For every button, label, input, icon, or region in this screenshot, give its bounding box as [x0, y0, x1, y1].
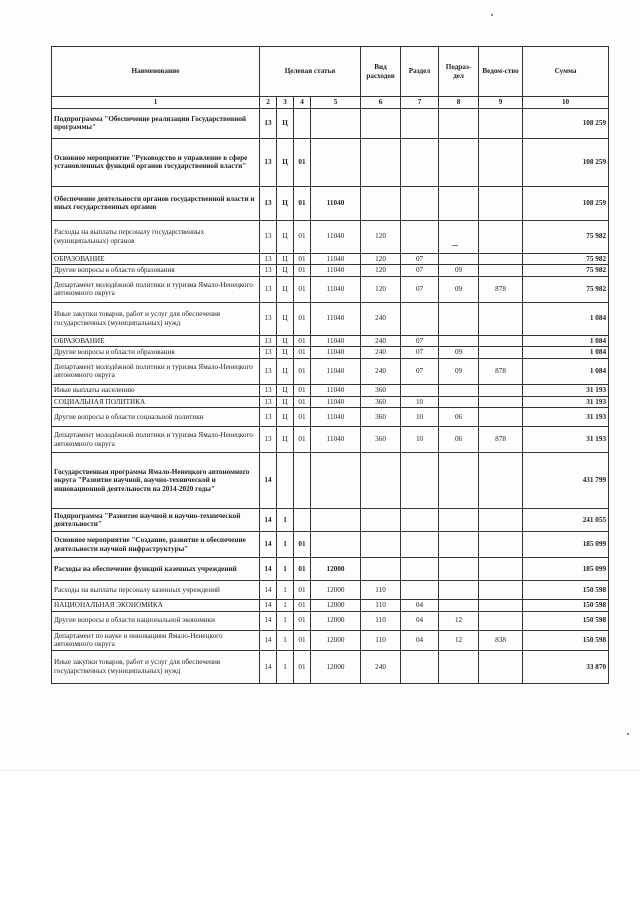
cell-name: Другие вопросы в области национальной экономики: [52, 611, 260, 630]
cell-razdel: 10: [401, 427, 439, 453]
cell-c3: Ц: [277, 253, 294, 265]
cell-c5: 11040: [311, 396, 361, 408]
cell-sum: 108 259: [523, 186, 609, 220]
cell-c5: [311, 138, 361, 186]
cell-c2: 13: [260, 384, 277, 396]
cell-vid: 240: [361, 335, 401, 347]
cell-c3: 1: [277, 650, 294, 683]
cell-c4: [294, 108, 311, 138]
table-row: [52, 186, 609, 220]
cell-c5: 11040: [311, 347, 361, 359]
cell-name: Департамент молодёжной политики и туризма Ямало-Ненецкого автономного округа: [52, 427, 260, 453]
table-header-row: [52, 47, 609, 97]
cell-podrazdel: [439, 335, 479, 347]
cell-podrazdel: [439, 453, 479, 509]
cell-c2: 14: [260, 558, 277, 581]
cell-c5: 11040: [311, 186, 361, 220]
cell-podrazdel: [439, 384, 479, 396]
column-number: 9: [479, 97, 523, 109]
cell-c2: 14: [260, 532, 277, 558]
cell-ved: [479, 138, 523, 186]
cell-sum: 75 982: [523, 253, 609, 265]
cell-razdel: 04: [401, 611, 439, 630]
cell-podrazdel: [439, 253, 479, 265]
table-row: [52, 347, 609, 359]
table-row: [52, 408, 609, 427]
cell-c3: Ц: [277, 427, 294, 453]
cell-c4: 01: [294, 347, 311, 359]
cell-c5: 11040: [311, 302, 361, 335]
cell-ved: [479, 650, 523, 683]
cell-name: Департамент молодёжной политики и туризма Ямало-Ненецкого автономного округа: [52, 276, 260, 302]
cell-ved: 878: [479, 276, 523, 302]
column-number: 10: [523, 97, 609, 109]
cell-name: СОЦИАЛЬНАЯ ПОЛИТИКА: [52, 396, 260, 408]
cell-ved: [479, 265, 523, 277]
scan-speck: [491, 14, 493, 16]
cell-podrazdel: [439, 302, 479, 335]
cell-ved: 838: [479, 630, 523, 650]
cell-sum: 150 598: [523, 611, 609, 630]
cell-name: Государственная программа Ямало-Ненецкого автономного округа "Развитие научной, научно-технической и инновационной деятельности на 2014-2020 годы": [52, 453, 260, 509]
cell-ved: [479, 384, 523, 396]
cell-c2: 13: [260, 347, 277, 359]
cell-sum: 108 259: [523, 138, 609, 186]
cell-c5: 12000: [311, 611, 361, 630]
cell-c3: Ц: [277, 276, 294, 302]
cell-vid: [361, 453, 401, 509]
table-row: [52, 532, 609, 558]
cell-c4: 01: [294, 186, 311, 220]
cell-ved: [479, 453, 523, 509]
cell-vid: 240: [361, 347, 401, 359]
cell-c5: 12000: [311, 600, 361, 612]
cell-vid: 120: [361, 220, 401, 253]
cell-c3: 1: [277, 611, 294, 630]
cell-c4: 01: [294, 384, 311, 396]
cell-c2: 13: [260, 220, 277, 253]
cell-ved: [479, 302, 523, 335]
table-row: [52, 453, 609, 509]
cell-name: ОБРАЗОВАНИЕ: [52, 253, 260, 265]
cell-ved: [479, 581, 523, 600]
cell-c4: [294, 509, 311, 532]
cell-name: Департамент молодёжной политики и туризма Ямало-Ненецкого автономного округа: [52, 358, 260, 384]
table-body: [52, 108, 609, 683]
cell-c5: 11040: [311, 276, 361, 302]
cell-razdel: [401, 532, 439, 558]
cell-vid: 240: [361, 650, 401, 683]
col-header-target: Целевая статья: [260, 47, 361, 97]
cell-podrazdel: [439, 186, 479, 220]
cell-razdel: [401, 302, 439, 335]
cell-podrazdel: 09: [439, 347, 479, 359]
table-row: [52, 138, 609, 186]
column-number: 6: [361, 97, 401, 109]
cell-razdel: [401, 186, 439, 220]
cell-razdel: 07: [401, 276, 439, 302]
cell-c2: 14: [260, 600, 277, 612]
cell-c3: Ц: [277, 396, 294, 408]
cell-razdel: 04: [401, 600, 439, 612]
cell-c5: 11040: [311, 253, 361, 265]
cell-sum: 108 259: [523, 108, 609, 138]
cell-c5: 12000: [311, 650, 361, 683]
cell-c2: 13: [260, 253, 277, 265]
cell-razdel: [401, 509, 439, 532]
cell-razdel: 10: [401, 396, 439, 408]
cell-vid: [361, 186, 401, 220]
cell-c2: 13: [260, 358, 277, 384]
cell-sum: 31 193: [523, 427, 609, 453]
cell-sum: 150 598: [523, 630, 609, 650]
cell-c2: 13: [260, 335, 277, 347]
cell-c4: 01: [294, 581, 311, 600]
cell-c4: 01: [294, 558, 311, 581]
cell-sum: 150 598: [523, 581, 609, 600]
cell-razdel: [401, 108, 439, 138]
cell-c4: 01: [294, 358, 311, 384]
cell-c4: 01: [294, 532, 311, 558]
budget-table: [51, 46, 609, 684]
cell-vid: 240: [361, 358, 401, 384]
cell-c4: 01: [294, 611, 311, 630]
cell-vid: 240: [361, 302, 401, 335]
cell-c4: 01: [294, 335, 311, 347]
table-row: [52, 335, 609, 347]
col-header-name: Наименование: [52, 47, 260, 97]
cell-c2: 13: [260, 408, 277, 427]
cell-c3: 1: [277, 558, 294, 581]
cell-name: Другие вопросы в области образования: [52, 265, 260, 277]
cell-vid: [361, 532, 401, 558]
cell-sum: 185 099: [523, 558, 609, 581]
cell-sum: 1 084: [523, 335, 609, 347]
cell-name: Иные закупки товаров, работ и услуг для обеспечения государственных (муниципальных) нужд: [52, 302, 260, 335]
cell-sum: 31 193: [523, 384, 609, 396]
cell-razdel: [401, 453, 439, 509]
cell-c4: 01: [294, 265, 311, 277]
cell-ved: [479, 186, 523, 220]
cell-c5: [311, 453, 361, 509]
cell-name: Иные выплаты населению: [52, 384, 260, 396]
cell-razdel: [401, 220, 439, 253]
cell-c4: 01: [294, 138, 311, 186]
table-row: [52, 265, 609, 277]
cell-sum: 31 193: [523, 408, 609, 427]
scan-speck: [627, 733, 629, 735]
cell-podrazdel: [439, 220, 479, 253]
cell-c3: Ц: [277, 358, 294, 384]
table-row: [52, 630, 609, 650]
cell-c4: 01: [294, 253, 311, 265]
cell-name: Расходы на выплаты персоналу казенных учреждений: [52, 581, 260, 600]
cell-c3: Ц: [277, 347, 294, 359]
col-header-summa: Сумма: [523, 47, 609, 97]
cell-name: Обеспечение деятельности органов государственной власти и иных государственных органов: [52, 186, 260, 220]
cell-c2: 13: [260, 265, 277, 277]
cell-c2: 13: [260, 302, 277, 335]
cell-sum: 185 099: [523, 532, 609, 558]
cell-c3: 1: [277, 532, 294, 558]
cell-name: Основное мероприятие "Создание, развитие и обеспечение деятельности научной инфраструктуры": [52, 532, 260, 558]
cell-c3: [277, 453, 294, 509]
cell-c3: Ц: [277, 220, 294, 253]
cell-podrazdel: 12: [439, 630, 479, 650]
col-header-vid: Вид расходов: [361, 47, 401, 97]
cell-sum: 75 982: [523, 220, 609, 253]
cell-podrazdel: [439, 581, 479, 600]
cell-c4: 01: [294, 650, 311, 683]
table-row: [52, 611, 609, 630]
cell-name: Другие вопросы в области образования: [52, 347, 260, 359]
cell-ved: [479, 611, 523, 630]
cell-ved: 878: [479, 358, 523, 384]
cell-c3: Ц: [277, 384, 294, 396]
table-row: [52, 384, 609, 396]
cell-name: НАЦИОНАЛЬНАЯ ЭКОНОМИКА: [52, 600, 260, 612]
cell-ved: [479, 396, 523, 408]
cell-razdel: 07: [401, 358, 439, 384]
cell-podrazdel: 06: [439, 408, 479, 427]
cell-c3: 1: [277, 630, 294, 650]
cell-vid: 360: [361, 384, 401, 396]
column-number: 8: [439, 97, 479, 109]
table-row: [52, 650, 609, 683]
table-row: [52, 276, 609, 302]
cell-c4: 01: [294, 427, 311, 453]
cell-c5: 11040: [311, 408, 361, 427]
cell-ved: [479, 347, 523, 359]
cell-name: Расходы на выплаты персоналу государственных (муниципальных) органов: [52, 220, 260, 253]
cell-c5: 11040: [311, 427, 361, 453]
cell-podrazdel: [439, 108, 479, 138]
cell-sum: 1 084: [523, 347, 609, 359]
cell-ved: [479, 220, 523, 253]
cell-name: Расходы на обеспечение функций казенных учреждений: [52, 558, 260, 581]
cell-razdel: [401, 558, 439, 581]
cell-c4: 01: [294, 396, 311, 408]
cell-sum: 241 055: [523, 509, 609, 532]
cell-name: Подпрограмма "Обеспечение реализации Государственной программы": [52, 108, 260, 138]
cell-ved: 878: [479, 427, 523, 453]
cell-podrazdel: 12: [439, 611, 479, 630]
cell-c3: Ц: [277, 302, 294, 335]
cell-c4: 01: [294, 408, 311, 427]
cell-podrazdel: 09: [439, 276, 479, 302]
cell-c3: Ц: [277, 138, 294, 186]
cell-podrazdel: [439, 532, 479, 558]
cell-razdel: 07: [401, 265, 439, 277]
cell-c2: 14: [260, 453, 277, 509]
cell-c5: [311, 532, 361, 558]
cell-c2: 14: [260, 509, 277, 532]
cell-ved: [479, 600, 523, 612]
cell-name: Иные закупки товаров, работ и услуг для обеспечения государственных (муниципальных) нужд: [52, 650, 260, 683]
cell-name: Подпрограмма "Развитие научной и научно-технической деятельности": [52, 509, 260, 532]
table-row: [52, 581, 609, 600]
cell-c5: 11040: [311, 220, 361, 253]
cell-c2: 14: [260, 630, 277, 650]
table-row: [52, 108, 609, 138]
table-row: [52, 509, 609, 532]
cell-sum: 75 982: [523, 265, 609, 277]
cell-razdel: 04: [401, 630, 439, 650]
cell-vid: 360: [361, 396, 401, 408]
cell-c5: 11040: [311, 265, 361, 277]
cell-sum: 33 870: [523, 650, 609, 683]
table-row: [52, 396, 609, 408]
cell-c4: 01: [294, 302, 311, 335]
cell-c2: 13: [260, 396, 277, 408]
cell-razdel: 07: [401, 335, 439, 347]
cell-razdel: 07: [401, 253, 439, 265]
cell-vid: 360: [361, 408, 401, 427]
cell-razdel: [401, 384, 439, 396]
cell-c2: 14: [260, 611, 277, 630]
column-number: 7: [401, 97, 439, 109]
cell-ved: [479, 253, 523, 265]
cell-sum: 31 193: [523, 396, 609, 408]
column-number: 3: [277, 97, 294, 109]
table-row: [52, 600, 609, 612]
cell-c3: Ц: [277, 265, 294, 277]
col-header-podrazdel: Подраз-дел: [439, 47, 479, 97]
cell-podrazdel: [439, 650, 479, 683]
cell-sum: 75 982: [523, 276, 609, 302]
cell-vid: [361, 138, 401, 186]
cell-sum: 150 598: [523, 600, 609, 612]
cell-c3: 1: [277, 509, 294, 532]
cell-c5: [311, 509, 361, 532]
cell-vid: 110: [361, 611, 401, 630]
cell-vid: [361, 108, 401, 138]
cell-vid: 110: [361, 630, 401, 650]
cell-c4: 01: [294, 276, 311, 302]
cell-c5: 12000: [311, 558, 361, 581]
cell-ved: [479, 408, 523, 427]
cell-razdel: [401, 581, 439, 600]
table-row: [52, 427, 609, 453]
cell-podrazdel: [439, 558, 479, 581]
column-numbers-row: [52, 97, 609, 109]
cell-c3: 1: [277, 581, 294, 600]
cell-razdel: [401, 650, 439, 683]
cell-c4: 01: [294, 220, 311, 253]
cell-sum: 431 799: [523, 453, 609, 509]
cell-c5: 12000: [311, 581, 361, 600]
cell-podrazdel: [439, 600, 479, 612]
cell-name: ОБРАЗОВАНИЕ: [52, 335, 260, 347]
cell-podrazdel: [439, 396, 479, 408]
cell-vid: 120: [361, 265, 401, 277]
cell-c2: 13: [260, 427, 277, 453]
cell-razdel: 07: [401, 347, 439, 359]
cell-razdel: [401, 138, 439, 186]
cell-razdel: 10: [401, 408, 439, 427]
cell-vid: 110: [361, 581, 401, 600]
cell-c5: [311, 108, 361, 138]
cell-vid: 110: [361, 600, 401, 612]
cell-sum: 1 084: [523, 302, 609, 335]
cell-c5: 12000: [311, 630, 361, 650]
cell-c3: Ц: [277, 335, 294, 347]
cell-c5: 11040: [311, 335, 361, 347]
cell-vid: [361, 509, 401, 532]
column-number: 4: [294, 97, 311, 109]
cell-vid: [361, 558, 401, 581]
cell-podrazdel: 06: [439, 427, 479, 453]
column-number: 5: [311, 97, 361, 109]
cell-name: Основное мероприятие "Руководство и управление в сфере установленных функций органов государственной власти": [52, 138, 260, 186]
cell-c2: 13: [260, 138, 277, 186]
cell-c2: 14: [260, 650, 277, 683]
cell-ved: [479, 558, 523, 581]
col-header-razdel: Раздел: [401, 47, 439, 97]
cell-c2: 14: [260, 581, 277, 600]
cell-ved: [479, 108, 523, 138]
cell-podrazdel: [439, 138, 479, 186]
cell-c3: 1: [277, 600, 294, 612]
cell-c3: Ц: [277, 186, 294, 220]
table-row: [52, 358, 609, 384]
cell-name: Департамент по науке и инновациям Ямало-Ненецкого автономного округа: [52, 630, 260, 650]
column-number: 1: [52, 97, 260, 109]
cell-c3: Ц: [277, 408, 294, 427]
cell-podrazdel: 09: [439, 265, 479, 277]
cell-c2: 13: [260, 108, 277, 138]
cell-podrazdel: [439, 509, 479, 532]
cell-c2: 13: [260, 276, 277, 302]
column-number: 2: [260, 97, 277, 109]
col-header-vedomstvo: Ведом-ство: [479, 47, 523, 97]
cell-vid: 120: [361, 276, 401, 302]
cell-c4: [294, 453, 311, 509]
table-row: [52, 302, 609, 335]
cell-c4: 01: [294, 630, 311, 650]
cell-c3: Ц: [277, 108, 294, 138]
cell-sum: 1 084: [523, 358, 609, 384]
cell-vid: 120: [361, 253, 401, 265]
table-row: [52, 558, 609, 581]
cell-ved: [479, 532, 523, 558]
cell-c5: 11040: [311, 384, 361, 396]
cell-c2: 13: [260, 186, 277, 220]
table-row: [52, 220, 609, 253]
cell-podrazdel: 09: [439, 358, 479, 384]
cell-ved: [479, 509, 523, 532]
cell-vid: 360: [361, 427, 401, 453]
cell-name: Другие вопросы в области социальной политики: [52, 408, 260, 427]
table-row: [52, 253, 609, 265]
cell-ved: [479, 335, 523, 347]
cell-c5: 11040: [311, 358, 361, 384]
cell-c4: 01: [294, 600, 311, 612]
